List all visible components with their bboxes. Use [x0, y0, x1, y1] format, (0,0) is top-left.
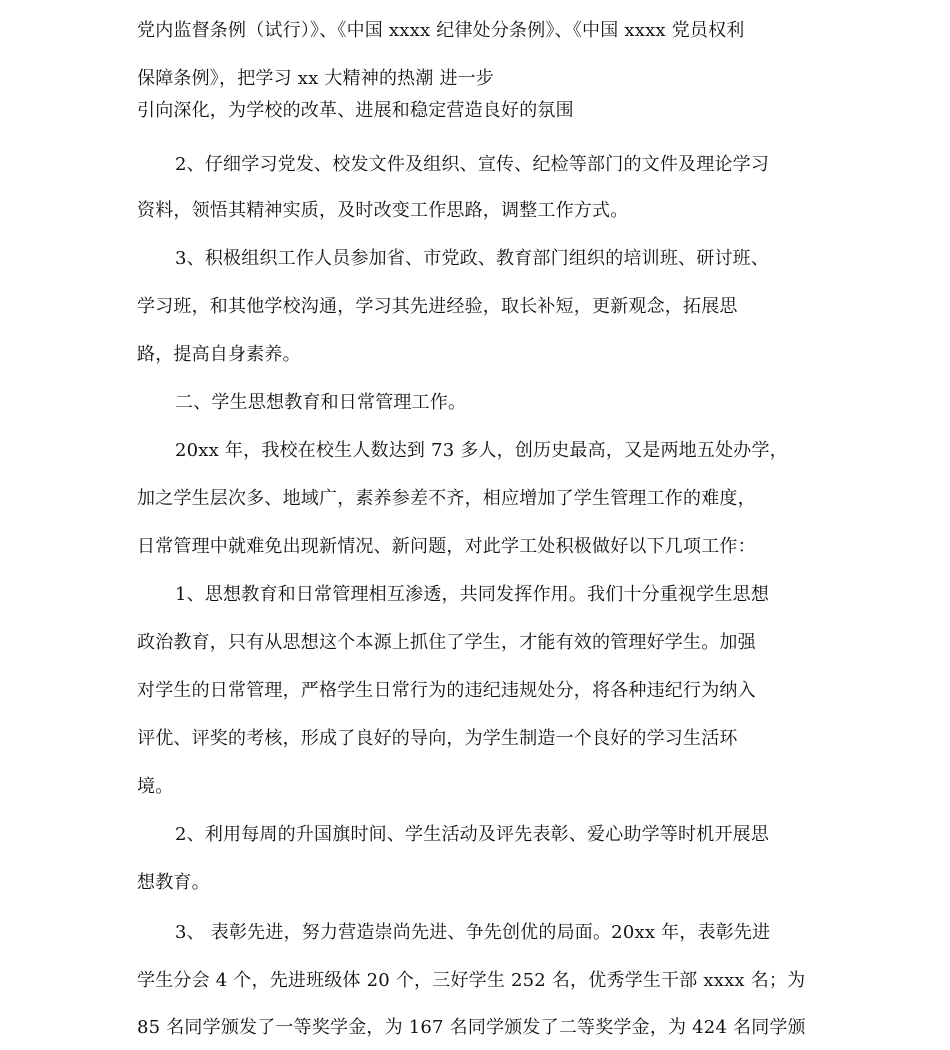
text-line: 日常管理中就难免出现新情况、新问题，对此学工处积极做好以下几项工作： — [137, 536, 756, 557]
text-line: 85 名同学颁发了一等奖学金，为 167 名同学颁发了二等奖学金，为 424 名同学颁 — [137, 1017, 806, 1038]
text-line: 加之学生层次多、地域广，素养参差不齐，相应增加了学生管理工作的难度， — [137, 488, 756, 509]
paragraph-start-line: 3、 表彰先进，努力营造崇尚先进、争先创优的局面。20xx 年，表彰先进 — [175, 922, 771, 943]
paragraph-start-line: 3、积极组织工作人员参加省、市党政、教育部门组织的培训班、研讨班、 — [175, 248, 770, 269]
paragraph-start-line: 2、仔细学习党发、校发文件及组织、宣传、纪检等部门的文件及理论学习 — [175, 154, 770, 175]
text-line: 评优、评奖的考核，形成了良好的导向，为学生制造一个良好的学习生活环 — [137, 728, 738, 749]
paragraph-start-line: 20xx 年，我校在校生人数达到 73 多人，创历史最高，又是两地五处办学， — [175, 440, 788, 461]
paragraph-start-line: 1、思想教育和日常管理相互渗透，共同发挥作用。我们十分重视学生思想 — [175, 584, 770, 605]
text-line: 学习班，和其他学校沟通，学习其先进经验，取长补短，更新观念，拓展思 — [137, 296, 738, 317]
text-line: 资料，领悟其精神实质，及时改变工作思路，调整工作方式。 — [137, 200, 629, 221]
paragraph-start-line: 2、利用每周的升国旗时间、学生活动及评先表彰、爱心助学等时机开展思 — [175, 824, 770, 845]
text-line: 路，提高自身素养。 — [137, 344, 301, 365]
text-line: 党内监督条例（试行）》、《中国 xxxx 纪律处分条例》、《中国 xxxx 党员权利 — [137, 20, 745, 41]
text-line: 保障条例》，把学习 xx 大精神的热潮 进一步 — [137, 68, 495, 89]
text-line: 对学生的日常管理，严格学生日常行为的违纪违规处分，将各种违纪行为纳入 — [137, 680, 756, 701]
text-line: 境。 — [137, 776, 174, 797]
section-heading: 二、学生思想教育和日常管理工作。 — [175, 392, 467, 413]
text-line: 政治教育，只有从思想这个本源上抓住了学生，才能有效的管理好学生。加强 — [137, 632, 756, 653]
text-line: 引向深化，为学校的改革、进展和稳定营造良好的氛围 — [137, 100, 574, 121]
text-line: 学生分会 4 个，先进班级体 20 个，三好学生 252 名，优秀学生干部 xxxx 名；为 — [137, 970, 806, 991]
text-line: 想教育。 — [137, 872, 210, 893]
